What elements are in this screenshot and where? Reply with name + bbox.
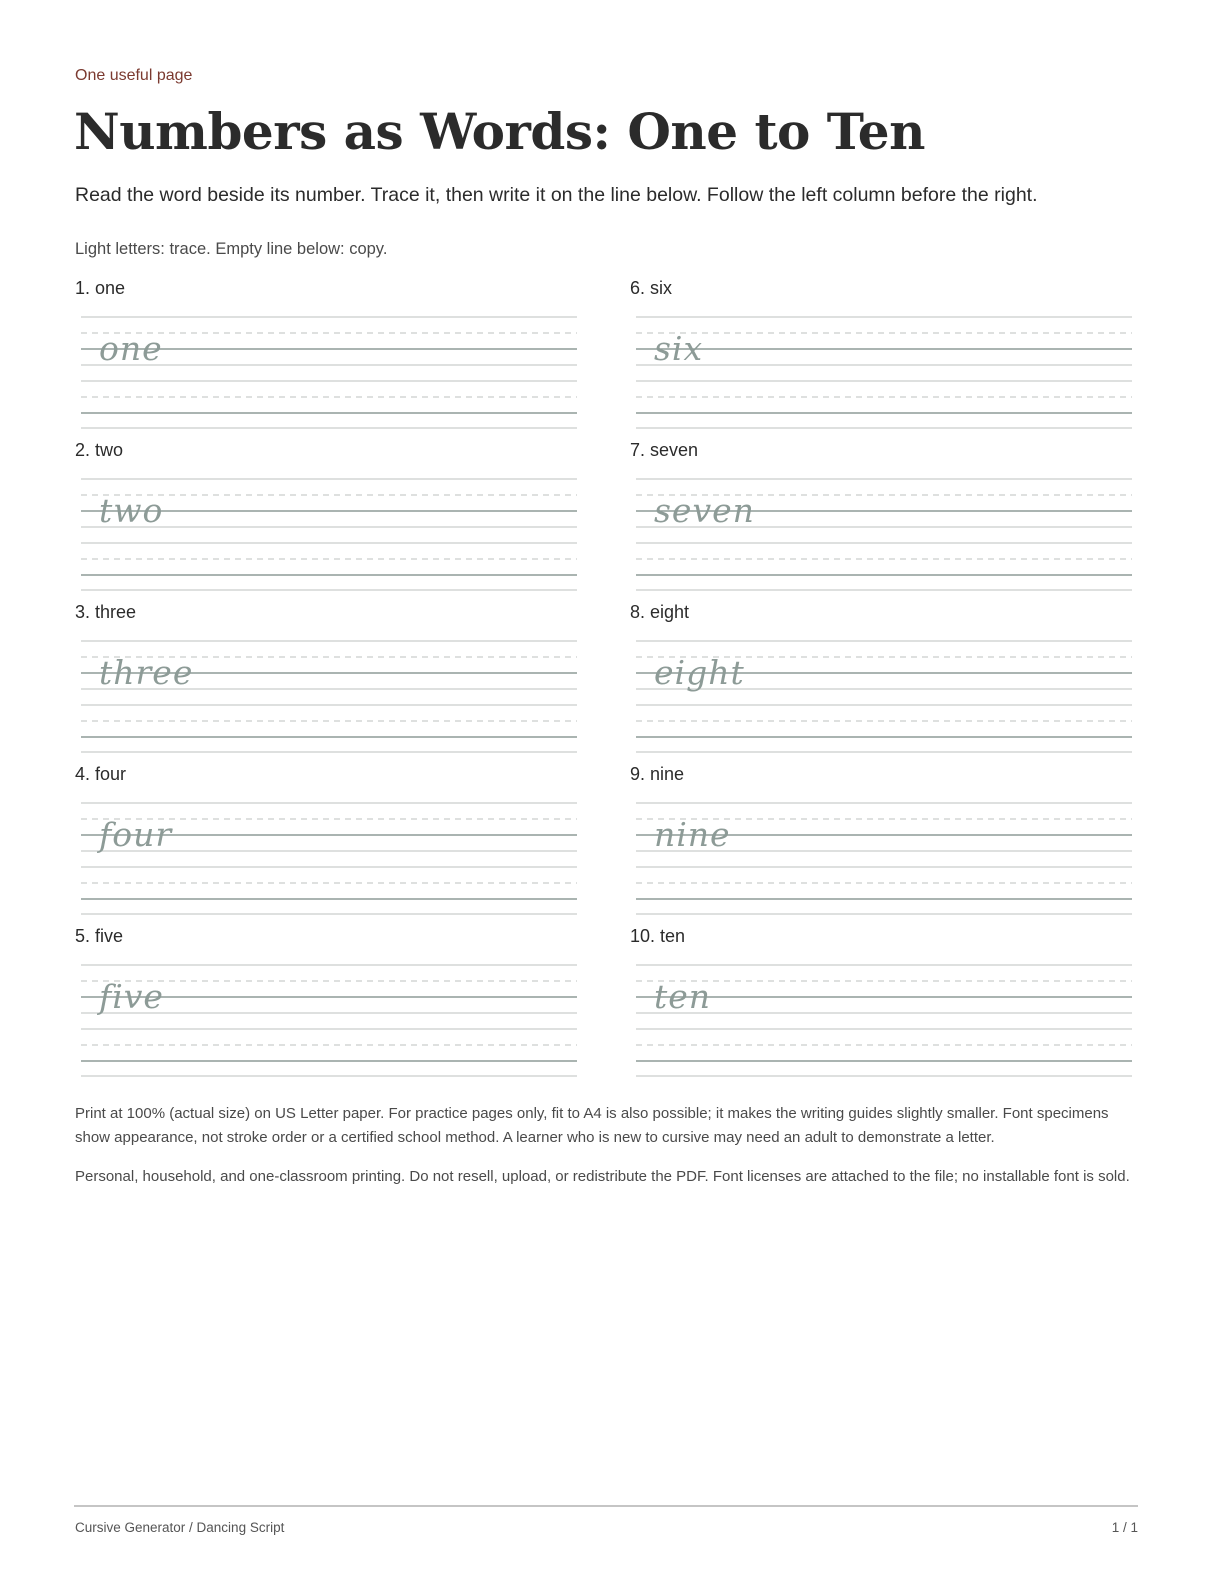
writing-guide[interactable] xyxy=(636,954,1132,1078)
writing-guide[interactable] xyxy=(81,468,577,592)
legend-text: Light letters: trace. Empty line below: copy. xyxy=(75,240,388,258)
writing-guide[interactable] xyxy=(81,792,577,916)
trace-word: seven xyxy=(654,491,755,530)
item-label: 8. eight xyxy=(630,602,690,622)
item-label: 1. one xyxy=(75,278,126,298)
practice-item xyxy=(630,764,1150,924)
item-label: 7. seven xyxy=(630,440,699,460)
instructions: Read the word beside its number. Trace it, then write it on the line below. Follow the left column before the right. xyxy=(75,184,1038,206)
trace-word: six xyxy=(654,329,704,368)
trace-word: four xyxy=(99,815,173,854)
trace-word: one xyxy=(99,329,163,368)
practice-item xyxy=(630,440,1150,600)
item-label: 4. four xyxy=(75,764,127,784)
guide-lines xyxy=(636,306,1132,430)
trace-word: nine xyxy=(654,815,731,854)
practice-item xyxy=(75,278,595,438)
license-note: Personal, household, and one-classroom printing. Do not resell, upload, or redistribute the PDF. Font licenses are attached to the file; no installable font is sold. xyxy=(75,1168,1130,1185)
writing-guide[interactable] xyxy=(636,306,1132,430)
practice-item xyxy=(75,926,595,1086)
writing-guide[interactable] xyxy=(81,954,577,1078)
writing-guide[interactable] xyxy=(81,630,577,754)
writing-guide[interactable] xyxy=(636,630,1132,754)
writing-guide[interactable] xyxy=(81,306,577,430)
item-label: 3. three xyxy=(75,602,137,622)
practice-item xyxy=(630,602,1150,762)
practice-item xyxy=(630,278,1150,438)
trace-word: two xyxy=(99,491,164,530)
item-label: 6. six xyxy=(630,278,673,298)
practice-item xyxy=(75,602,595,762)
footer-credit: Cursive Generator / Dancing Script xyxy=(75,1520,285,1535)
page-title: Numbers as Words: One to Ten xyxy=(74,102,925,161)
item-label: 10. ten xyxy=(630,926,686,946)
practice-item xyxy=(75,440,595,600)
print-note: Print at 100% (actual size) on US Letter paper. For practice pages only, fit to A4 is also possible; it makes the writing guides slightly smaller. Font specimens show appearance, not stroke order or a certified school method. A learner who is new to cursive may need an adult to demonstrate a letter. xyxy=(75,1105,1109,1146)
item-label: 2. two xyxy=(75,440,124,460)
trace-word: three xyxy=(99,653,194,692)
trace-word: five xyxy=(99,977,164,1016)
practice-item xyxy=(75,764,595,924)
trace-word: eight xyxy=(654,653,745,692)
writing-guide[interactable] xyxy=(636,468,1132,592)
notes xyxy=(75,1102,1143,1204)
footer-divider xyxy=(74,1505,1138,1507)
page-number: 1 / 1 xyxy=(1111,1520,1138,1535)
item-label: 9. nine xyxy=(630,764,685,784)
practice-item xyxy=(630,926,1150,1086)
trace-word: ten xyxy=(654,977,712,1016)
writing-guide[interactable] xyxy=(636,792,1132,916)
eyebrow-label: One useful page xyxy=(75,67,193,84)
item-label: 5. five xyxy=(75,926,124,946)
